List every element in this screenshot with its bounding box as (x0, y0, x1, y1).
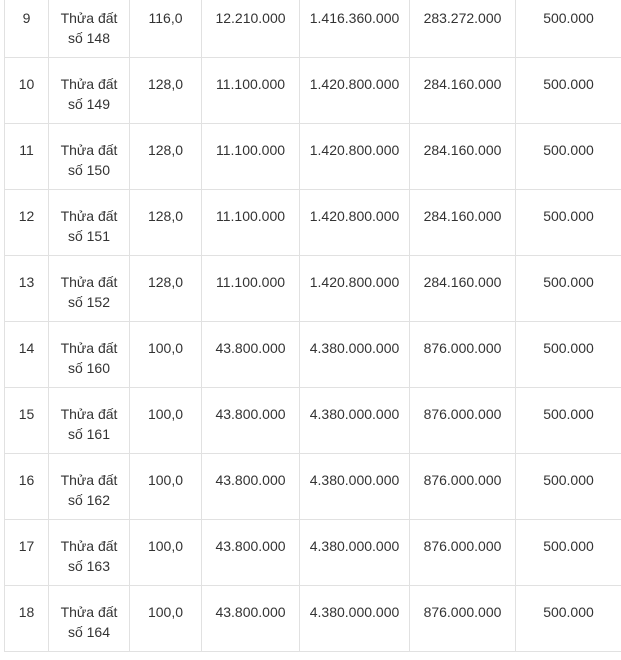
unit-price-cell: 43.800.000 (202, 520, 300, 586)
lot-number: số 150 (67, 162, 111, 178)
document-fee-cell: 500.000 (516, 190, 621, 256)
unit-price-cell: 43.800.000 (202, 322, 300, 388)
document-fee-cell: 500.000 (516, 586, 621, 652)
starting-price-cell: 1.420.800.000 (300, 58, 410, 124)
lot-name-cell (49, 388, 130, 454)
unit-price-cell: 43.800.000 (202, 388, 300, 454)
row-number-cell: 16 (5, 454, 49, 520)
starting-price-cell: 4.380.000.000 (300, 388, 410, 454)
starting-price-cell: 4.380.000.000 (300, 586, 410, 652)
starting-price-cell: 4.380.000.000 (300, 520, 410, 586)
unit-price-cell: 43.800.000 (202, 454, 300, 520)
unit-price-cell: 12.210.000 (202, 0, 300, 58)
starting-price-cell: 1.420.800.000 (300, 124, 410, 190)
lot-number: số 152 (67, 294, 111, 310)
lot-name-cell (49, 58, 130, 124)
lot-name-cell (49, 520, 130, 586)
lot-number: số 160 (67, 360, 111, 376)
unit-price-cell: 11.100.000 (202, 124, 300, 190)
deposit-cell: 283.272.000 (410, 0, 516, 58)
area-cell: 116,0 (130, 0, 202, 58)
lot-label: Thửa đất (60, 208, 118, 224)
lot-name-cell (49, 190, 130, 256)
lot-number: số 151 (67, 228, 111, 244)
row-number-cell: 18 (5, 586, 49, 652)
area-cell: 128,0 (130, 58, 202, 124)
lot-number: số 164 (67, 624, 111, 640)
starting-price-cell: 1.420.800.000 (300, 256, 410, 322)
row-number-cell: 12 (5, 190, 49, 256)
lot-label: Thửa đất (60, 142, 118, 158)
table-row (5, 58, 621, 124)
document-fee-cell: 500.000 (516, 256, 621, 322)
starting-price-cell: 4.380.000.000 (300, 454, 410, 520)
deposit-cell: 876.000.000 (410, 520, 516, 586)
lot-label: Thửa đất (60, 76, 118, 92)
lot-label: Thửa đất (60, 604, 118, 620)
lot-label: Thửa đất (60, 10, 118, 26)
table-row (5, 520, 621, 586)
row-number-cell: 17 (5, 520, 49, 586)
lot-label: Thửa đất (60, 406, 118, 422)
lot-number: số 163 (67, 558, 111, 574)
table-row (5, 454, 621, 520)
starting-price-cell: 1.420.800.000 (300, 190, 410, 256)
table-row (5, 124, 621, 190)
unit-price-cell: 43.800.000 (202, 586, 300, 652)
lot-name-cell (49, 322, 130, 388)
row-number-cell: 9 (5, 0, 49, 58)
area-cell: 128,0 (130, 190, 202, 256)
deposit-cell: 876.000.000 (410, 388, 516, 454)
lot-number: số 161 (67, 426, 111, 442)
table-row (5, 388, 621, 454)
lot-name-cell (49, 256, 130, 322)
lot-name-cell (49, 454, 130, 520)
area-cell: 100,0 (130, 322, 202, 388)
deposit-cell: 284.160.000 (410, 124, 516, 190)
area-cell: 100,0 (130, 586, 202, 652)
area-cell: 100,0 (130, 520, 202, 586)
document-fee-cell: 500.000 (516, 454, 621, 520)
table-row (5, 322, 621, 388)
area-cell: 100,0 (130, 388, 202, 454)
lot-number: số 149 (67, 96, 111, 112)
row-number-cell: 11 (5, 124, 49, 190)
table-row (5, 256, 621, 322)
area-cell: 128,0 (130, 124, 202, 190)
starting-price-cell: 1.416.360.000 (300, 0, 410, 58)
lot-number: số 162 (67, 492, 111, 508)
unit-price-cell: 11.100.000 (202, 190, 300, 256)
deposit-cell: 876.000.000 (410, 322, 516, 388)
unit-price-cell: 11.100.000 (202, 58, 300, 124)
row-number-cell: 10 (5, 58, 49, 124)
table-row (5, 0, 621, 58)
row-number-cell: 15 (5, 388, 49, 454)
area-cell: 100,0 (130, 454, 202, 520)
table-row (5, 190, 621, 256)
deposit-cell: 284.160.000 (410, 58, 516, 124)
lot-name-cell (49, 124, 130, 190)
row-number-cell: 14 (5, 322, 49, 388)
area-cell: 128,0 (130, 256, 202, 322)
document-fee-cell: 500.000 (516, 322, 621, 388)
deposit-cell: 876.000.000 (410, 454, 516, 520)
deposit-cell: 876.000.000 (410, 586, 516, 652)
lot-name-cell (49, 0, 130, 58)
lot-number: số 148 (67, 30, 111, 46)
lot-label: Thửa đất (60, 340, 118, 356)
deposit-cell: 284.160.000 (410, 256, 516, 322)
table-row (5, 586, 621, 652)
document-fee-cell: 500.000 (516, 388, 621, 454)
document-fee-cell: 500.000 (516, 0, 621, 58)
unit-price-cell: 11.100.000 (202, 256, 300, 322)
document-fee-cell: 500.000 (516, 58, 621, 124)
document-fee-cell: 500.000 (516, 520, 621, 586)
lot-label: Thửa đất (60, 538, 118, 554)
row-number-cell: 13 (5, 256, 49, 322)
document-fee-cell: 500.000 (516, 124, 621, 190)
starting-price-cell: 4.380.000.000 (300, 322, 410, 388)
lot-name-cell (49, 586, 130, 652)
lot-label: Thửa đất (60, 472, 118, 488)
deposit-cell: 284.160.000 (410, 190, 516, 256)
land-auction-table (4, 0, 621, 652)
lot-label: Thửa đất (60, 274, 118, 290)
